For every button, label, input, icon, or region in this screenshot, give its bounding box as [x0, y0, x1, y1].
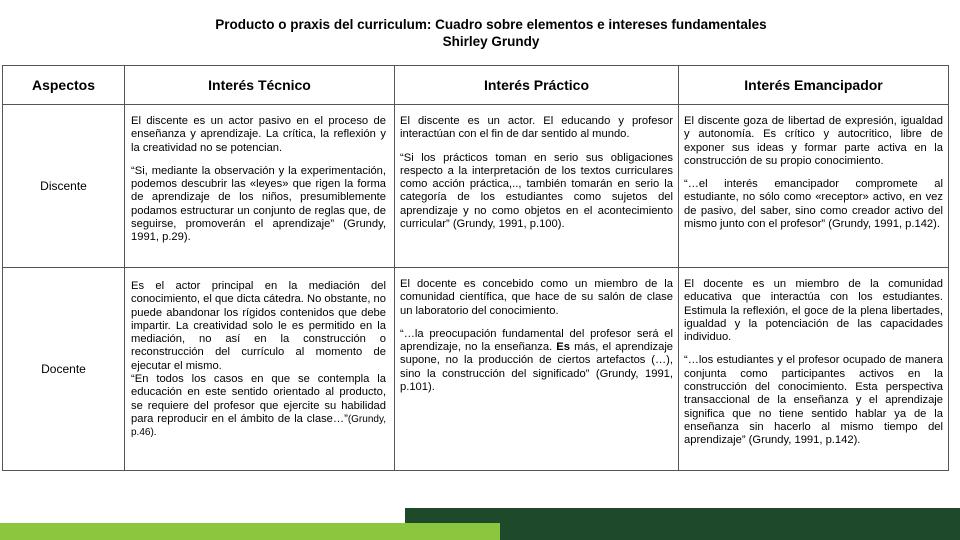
table-row-docente — [3, 268, 949, 471]
cell-paragraph: Es el actor principal en la mediación del conocimiento, el que dicta cátedra. No obstante, no puede abandonar los rígidos contenidos que debe impartir. La creatividad solo le es permitido en la mediación, no así en la construcción o reconstrucción del currículo al momento de ejecutar el mismo. — [131, 280, 386, 372]
cell-docente-practico — [395, 268, 679, 471]
cell-paragraph: El discente es un actor pasivo en el proceso de enseñanza y aprendizaje. La crítica, la reflexión y la creatividad no se potencian. — [131, 115, 386, 154]
cell-discente-tecnico — [125, 105, 395, 268]
cell-docente-emancipador — [679, 268, 949, 471]
column-header-aspectos: Aspectos — [3, 66, 125, 105]
cell-quote: “Si los prácticos toman en serio sus obligaciones respecto a la interpretación de los textos curriculares como acción práctica,.., también tomarán en serio la categoría de los estudiantes como sujetos del aprendizaje y no como objetos en el acontecimiento curricular” (Grundy, 1991, p.100). — [400, 151, 673, 231]
cell-paragraph: El discente es un actor. El educando y profesor interactúan con el fin de dar sentido al mundo. — [400, 115, 673, 141]
cell-paragraph: El discente goza de libertad de expresión, igualdad y autonomía. Es crítico y autocritico, libre de exponer sus ideas y formar parte activa en la construcción de su propio conocimiento. — [684, 115, 943, 167]
cell-quote: “Si, mediante la observación y la experimentación, podemos descubrir las «leyes» que rigen la forma de aprendizaje de los niños, presumiblemente podamos estructurar un conjunto de reglas que, de seguirse, promoverán el aprendizaje” (Grundy, 1991, p.29). — [131, 164, 386, 244]
cell-discente-practico — [395, 105, 679, 268]
author-line: Shirley Grundy — [442, 34, 540, 49]
column-header-practico: Interés Práctico — [395, 66, 679, 105]
cell-quote: “…el interés emancipador compromete al estudiante, no sólo como «receptor» activo, en vez de pasivo, del saber, sino como creador activo del mismo junto con el profesor” (Grundy, 1991, p.142). — [684, 178, 943, 231]
table-row-discente — [3, 105, 949, 268]
column-header-emancipador: Interés Emancipador — [679, 66, 949, 105]
cell-quote: “…la preocupación fundamental del profesor será el aprendizaje, no la enseñanza. — [400, 327, 673, 354]
footer-bar-light — [0, 523, 500, 540]
title-line: Producto o praxis del curriculum: Cuadro sobre elementos e intereses fundamentales — [215, 17, 767, 32]
cell-paragraph: El docente es concebido como un miembro de la comunidad científica, que hace de su salón de clase un laboratorio del conocimiento. — [400, 278, 673, 317]
comparison-table — [2, 65, 949, 471]
cell-quote-rest: más, el aprendizaje supone, no la producción de ciertos artefactos (…), sino la construcción del significado” (Grundy, 1991, p.101). — [400, 341, 674, 394]
header-row — [3, 66, 949, 105]
cell-docente-tecnico — [125, 268, 395, 471]
cell-discente-emancipador — [679, 105, 949, 268]
aspect-label: Docente — [3, 268, 125, 471]
aspect-label: Discente — [3, 105, 125, 268]
cell-paragraph: El docente es un miembro de la comunidad educativa que interactúa con los estudiantes. Estimula la reflexión, el goce de la plena libertades, igualdad y la potenciación de las capacidades individuo. — [684, 278, 943, 344]
cell-citation: (Grundy, p.46). — [131, 413, 386, 439]
cell-quote-bold: Es — [556, 341, 570, 354]
page-title — [0, 16, 960, 50]
cell-quote: “En todos los casos en que se contempla la educación en este sentido orientado al producto, se requiere del profesor que ejercite su habilidad para reproducir en el ámbito de la clase…” — [131, 373, 386, 425]
column-header-tecnico: Interés Técnico — [125, 66, 395, 105]
cell-quote: “…los estudiantes y el profesor ocupado de manera conjunta como participantes activos en la construcción del conocimiento. Esta perspectiva transaccional de la enseñanza y el aprendizaje significa que no tiene sentido hablar ya de la enseñanza sin hacerlo al mismo tiempo del aprendizaje” (Grundy, 1991, p.142). — [684, 354, 943, 447]
